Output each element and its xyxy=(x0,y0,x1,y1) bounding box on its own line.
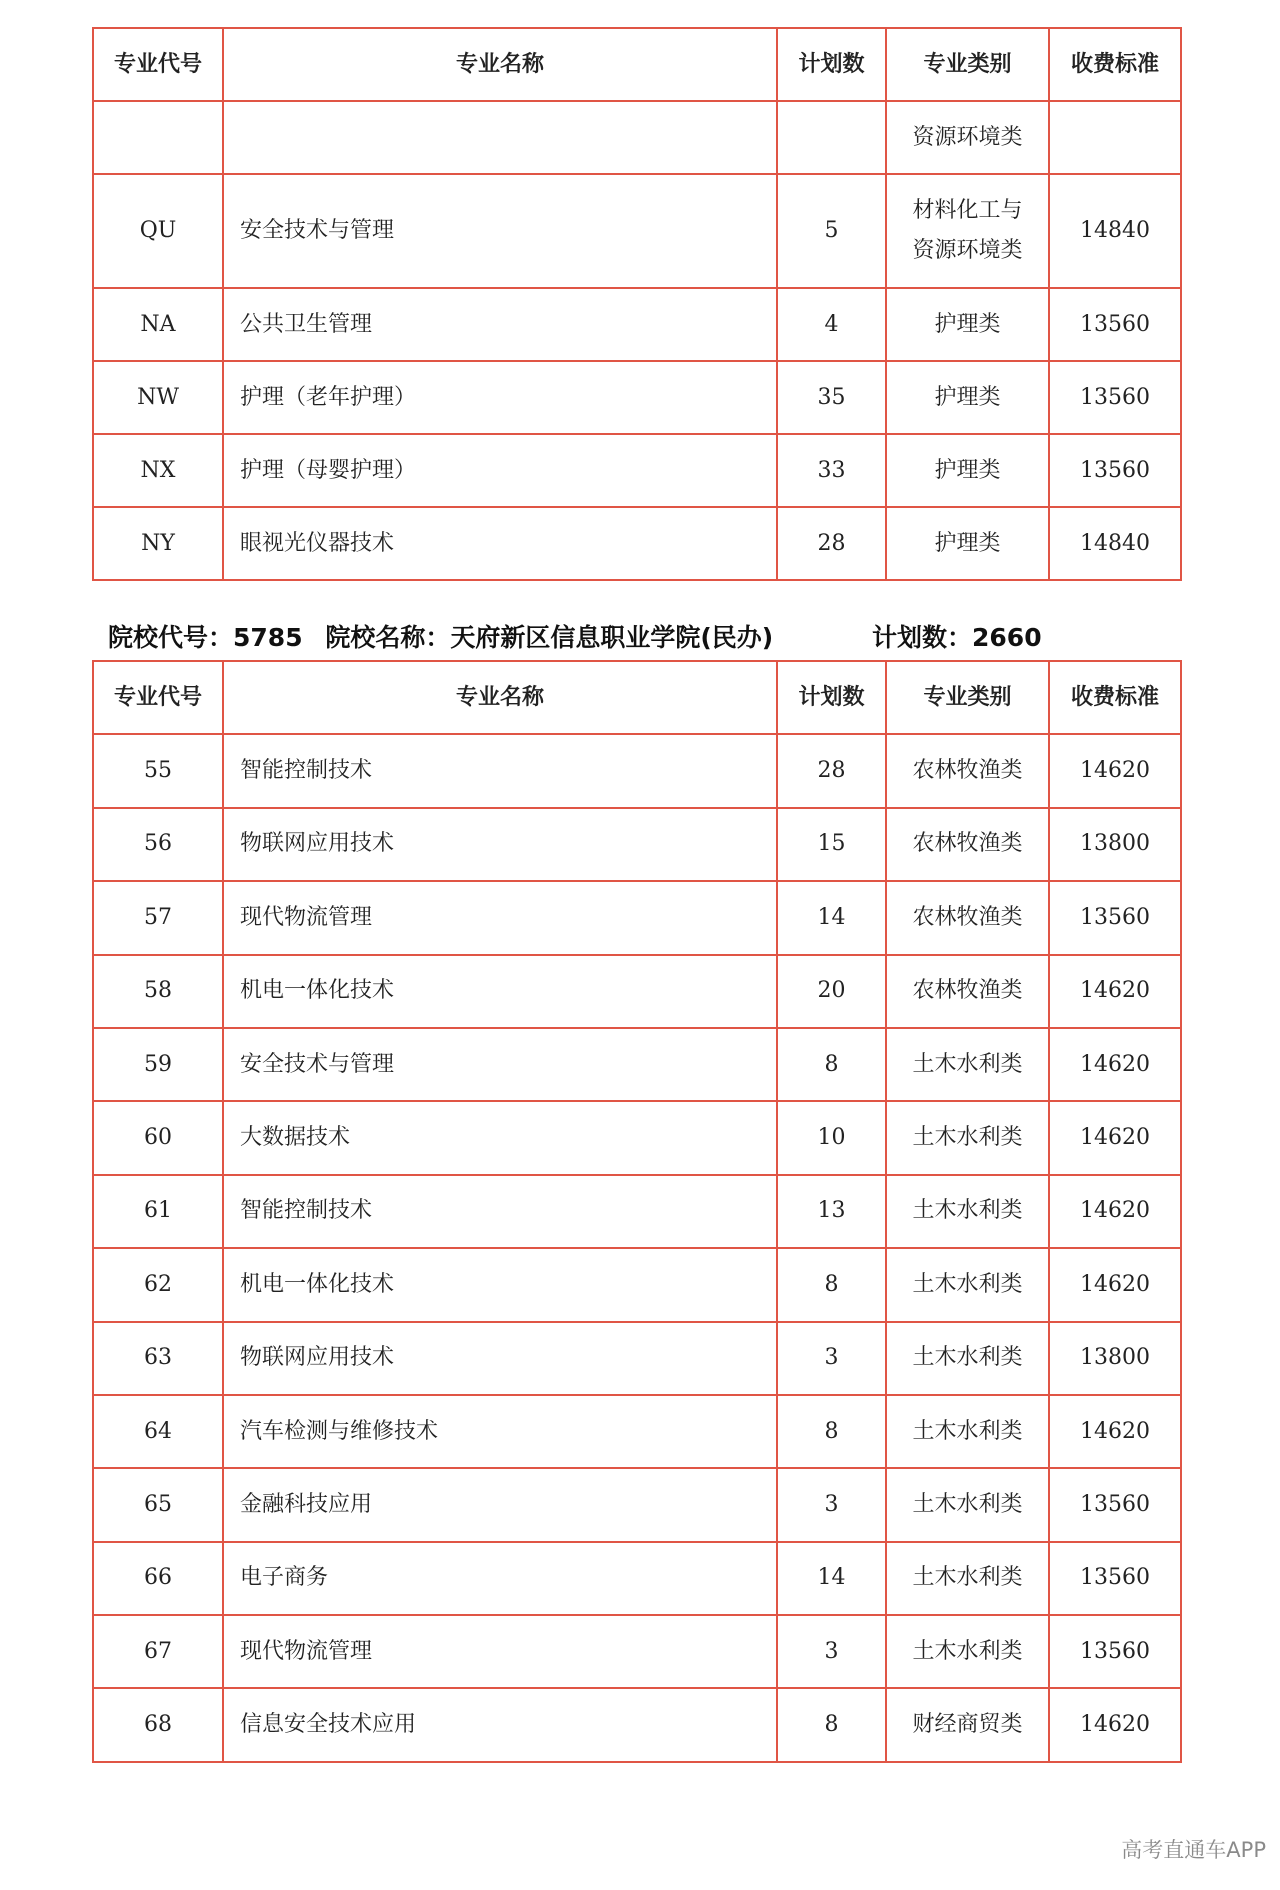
cell-category: 土木水利类 xyxy=(886,1175,1049,1248)
cell-category: 农林牧渔类 xyxy=(886,881,1049,954)
cell-name: 大数据技术 xyxy=(223,1101,777,1174)
cell-name: 电子商务 xyxy=(223,1542,777,1615)
cell-name: 智能控制技术 xyxy=(223,734,777,807)
cell-category: 农林牧渔类 xyxy=(886,734,1049,807)
cell-code: 59 xyxy=(93,1028,223,1101)
table-row xyxy=(93,1542,1181,1615)
cell-fee: 14620 xyxy=(1049,1175,1181,1248)
cell-code: 63 xyxy=(93,1322,223,1395)
table-row xyxy=(93,507,1181,580)
category-line: 护理类 xyxy=(934,457,1001,483)
cell-fee: 13560 xyxy=(1049,881,1181,954)
cell-fee: 14840 xyxy=(1049,507,1181,580)
cell-plan: 3 xyxy=(777,1615,886,1688)
cell-plan: 14 xyxy=(777,1542,886,1615)
cell-category xyxy=(886,174,1049,288)
cell-code: QU xyxy=(93,174,223,288)
admission-table-2 xyxy=(92,660,1182,1763)
table-row xyxy=(93,101,1181,174)
cell-code: NW xyxy=(93,361,223,434)
table-row xyxy=(93,1688,1181,1761)
cell-code: NY xyxy=(93,507,223,580)
cell-code: 58 xyxy=(93,955,223,1028)
table-row xyxy=(93,734,1181,807)
cell-plan xyxy=(777,101,886,174)
cell-category xyxy=(886,507,1049,580)
cell-fee: 13800 xyxy=(1049,808,1181,881)
cell-category: 土木水利类 xyxy=(886,1101,1049,1174)
cell-fee: 13560 xyxy=(1049,1615,1181,1688)
cell-code: 55 xyxy=(93,734,223,807)
table-header-row xyxy=(93,28,1181,101)
school-plan-label: 计划数： xyxy=(872,623,973,652)
cell-plan: 35 xyxy=(777,361,886,434)
cell-fee: 14620 xyxy=(1049,1688,1181,1761)
cell-name: 物联网应用技术 xyxy=(223,1322,777,1395)
cell-name: 机电一体化技术 xyxy=(223,1248,777,1321)
header-category: 专业类别 xyxy=(886,28,1049,101)
cell-category: 土木水利类 xyxy=(886,1542,1049,1615)
cell-code: NX xyxy=(93,434,223,507)
cell-plan: 14 xyxy=(777,881,886,954)
category-line: 护理类 xyxy=(934,530,1001,556)
cell-plan: 33 xyxy=(777,434,886,507)
cell-name: 护理（老年护理） xyxy=(223,361,777,434)
cell-category: 土木水利类 xyxy=(886,1615,1049,1688)
table-row xyxy=(93,808,1181,881)
cell-plan: 13 xyxy=(777,1175,886,1248)
cell-code xyxy=(93,101,223,174)
cell-fee: 13560 xyxy=(1049,361,1181,434)
table-row xyxy=(93,1468,1181,1541)
table-header-row xyxy=(93,661,1181,734)
cell-name: 信息安全技术应用 xyxy=(223,1688,777,1761)
cell-code: 60 xyxy=(93,1101,223,1174)
cell-plan: 5 xyxy=(777,174,886,288)
cell-plan: 8 xyxy=(777,1028,886,1101)
cell-plan: 15 xyxy=(777,808,886,881)
cell-code: 61 xyxy=(93,1175,223,1248)
cell-category: 农林牧渔类 xyxy=(886,955,1049,1028)
cell-category: 土木水利类 xyxy=(886,1468,1049,1541)
cell-fee: 14620 xyxy=(1049,1395,1181,1468)
cell-code: 56 xyxy=(93,808,223,881)
cell-fee: 14620 xyxy=(1049,1248,1181,1321)
category-line: 资源环境类 xyxy=(912,238,1023,263)
header-code: 专业代号 xyxy=(93,661,223,734)
cell-plan: 4 xyxy=(777,288,886,361)
table-row xyxy=(93,174,1181,288)
table-row xyxy=(93,1175,1181,1248)
school-code: 5785 xyxy=(233,623,303,652)
cell-fee: 14620 xyxy=(1049,955,1181,1028)
cell-name: 安全技术与管理 xyxy=(223,1028,777,1101)
cell-fee: 13560 xyxy=(1049,288,1181,361)
cell-fee: 14620 xyxy=(1049,1028,1181,1101)
cell-name: 现代物流管理 xyxy=(223,1615,777,1688)
cell-fee: 13800 xyxy=(1049,1322,1181,1395)
category-line: 护理类 xyxy=(934,311,1001,337)
cell-fee: 14840 xyxy=(1049,174,1181,288)
cell-fee: 13560 xyxy=(1049,434,1181,507)
cell-category xyxy=(886,434,1049,507)
cell-plan: 28 xyxy=(777,734,886,807)
table-row xyxy=(93,955,1181,1028)
cell-code: 66 xyxy=(93,1542,223,1615)
cell-fee: 13560 xyxy=(1049,1468,1181,1541)
cell-category xyxy=(886,361,1049,434)
header-category: 专业类别 xyxy=(886,661,1049,734)
header-code: 专业代号 xyxy=(93,28,223,101)
table-row xyxy=(93,881,1181,954)
table-row xyxy=(93,1395,1181,1468)
cell-category: 财经商贸类 xyxy=(886,1688,1049,1761)
header-plan: 计划数 xyxy=(777,28,886,101)
watermark: 高考直通车APP xyxy=(1121,1838,1266,1862)
header-plan: 计划数 xyxy=(777,661,886,734)
admission-table-1 xyxy=(92,27,1182,581)
header-fee: 收费标准 xyxy=(1049,661,1181,734)
cell-name: 汽车检测与维修技术 xyxy=(223,1395,777,1468)
header-name: 专业名称 xyxy=(223,661,777,734)
cell-plan: 8 xyxy=(777,1248,886,1321)
cell-name: 物联网应用技术 xyxy=(223,808,777,881)
cell-plan: 8 xyxy=(777,1688,886,1761)
cell-name: 安全技术与管理 xyxy=(223,174,777,288)
cell-name: 眼视光仪器技术 xyxy=(223,507,777,580)
cell-code: 64 xyxy=(93,1395,223,1468)
cell-category: 土木水利类 xyxy=(886,1028,1049,1101)
category-line: 护理类 xyxy=(934,384,1001,410)
cell-category: 土木水利类 xyxy=(886,1322,1049,1395)
cell-category: 农林牧渔类 xyxy=(886,808,1049,881)
cell-plan: 28 xyxy=(777,507,886,580)
cell-category xyxy=(886,101,1049,174)
cell-fee: 14620 xyxy=(1049,1101,1181,1174)
school-code-label: 院校代号： xyxy=(108,623,234,652)
cell-fee xyxy=(1049,101,1181,174)
category-line: 材料化工与 xyxy=(912,198,1023,223)
cell-code: 65 xyxy=(93,1468,223,1541)
school-name: 天府新区信息职业学院(民办) xyxy=(450,623,774,652)
table-row xyxy=(93,1248,1181,1321)
cell-name: 机电一体化技术 xyxy=(223,955,777,1028)
cell-code: 57 xyxy=(93,881,223,954)
cell-category xyxy=(886,288,1049,361)
cell-name: 公共卫生管理 xyxy=(223,288,777,361)
table-row xyxy=(93,288,1181,361)
cell-category: 土木水利类 xyxy=(886,1248,1049,1321)
cell-plan: 8 xyxy=(777,1395,886,1468)
cell-plan: 20 xyxy=(777,955,886,1028)
table-row xyxy=(93,1322,1181,1395)
cell-plan: 3 xyxy=(777,1322,886,1395)
cell-fee: 14620 xyxy=(1049,734,1181,807)
cell-code: NA xyxy=(93,288,223,361)
table-row xyxy=(93,1101,1181,1174)
cell-name: 护理（母婴护理） xyxy=(223,434,777,507)
table-row xyxy=(93,1615,1181,1688)
cell-plan: 3 xyxy=(777,1468,886,1541)
cell-fee: 13560 xyxy=(1049,1542,1181,1615)
cell-name: 智能控制技术 xyxy=(223,1175,777,1248)
category-line: 资源环境类 xyxy=(912,124,1023,150)
cell-name: 金融科技应用 xyxy=(223,1468,777,1541)
cell-category: 土木水利类 xyxy=(886,1395,1049,1468)
cell-plan: 10 xyxy=(777,1101,886,1174)
cell-code: 62 xyxy=(93,1248,223,1321)
header-fee: 收费标准 xyxy=(1049,28,1181,101)
table-row xyxy=(93,434,1181,507)
table-row xyxy=(93,1028,1181,1101)
school-plan-group xyxy=(872,618,1042,658)
school-name-label: 院校名称： xyxy=(325,623,451,652)
table-row xyxy=(93,361,1181,434)
cell-code: 67 xyxy=(93,1615,223,1688)
cell-code: 68 xyxy=(93,1688,223,1761)
school-plan: 2660 xyxy=(972,623,1042,652)
cell-name: 现代物流管理 xyxy=(223,881,777,954)
school-info-line xyxy=(108,618,1108,658)
cell-name xyxy=(223,101,777,174)
header-name: 专业名称 xyxy=(223,28,777,101)
